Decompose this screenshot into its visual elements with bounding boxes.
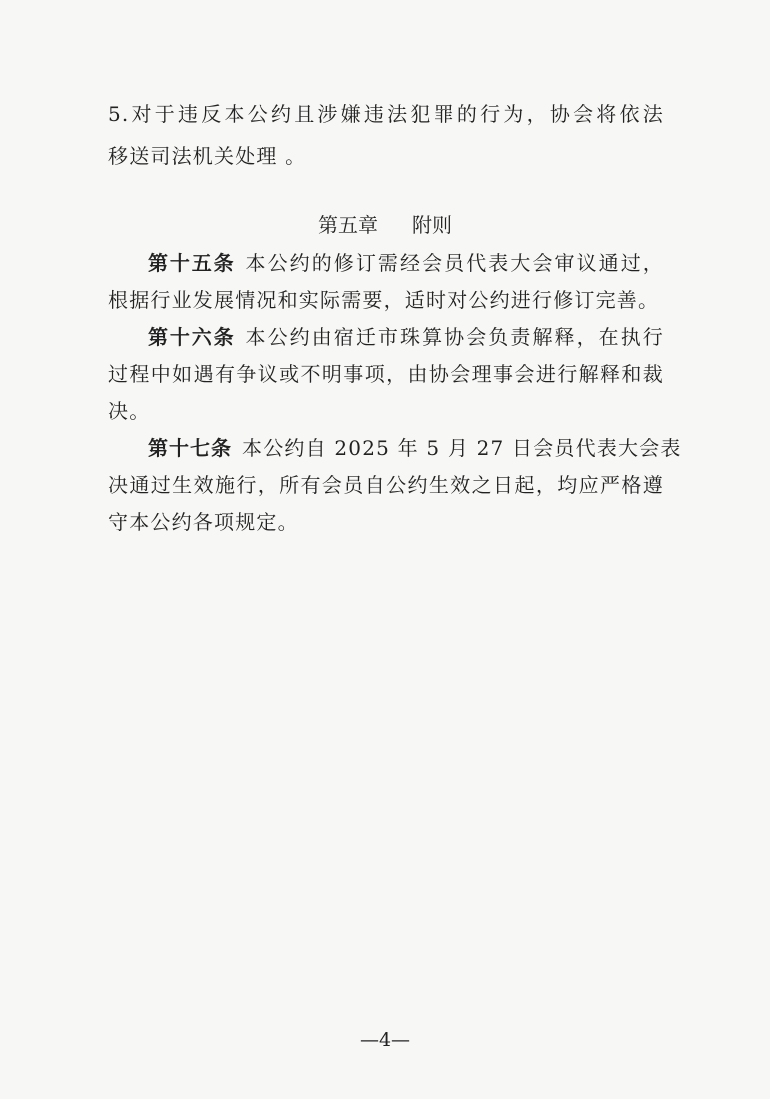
chapter-heading bbox=[0, 211, 770, 239]
chapter-title: 附则 bbox=[412, 213, 452, 237]
article16-label: 第十六条 bbox=[148, 325, 236, 349]
article17-line2: 决通过生效施行，所有会员自公约生效之日起，均应严格遵 bbox=[108, 473, 664, 497]
article17-label: 第十七条 bbox=[148, 436, 232, 460]
article16-text1: 本公约由宿迁市珠算协会负责解释，在执行 bbox=[245, 325, 664, 349]
article15-line1 bbox=[148, 249, 664, 277]
article17-line1 bbox=[148, 434, 682, 462]
article17-text1: 本公约自 2025 年 5 月 27 日会员代表大会表 bbox=[242, 436, 682, 460]
article17-line3: 守本公约各项规定。 bbox=[108, 510, 299, 534]
article15-text1: 本公约的修订需经会员代表大会审议通过， bbox=[245, 251, 664, 275]
article15-line2: 根据行业发展情况和实际需要，适时对公约进行修订完善。 bbox=[108, 288, 660, 312]
article16-line3: 决。 bbox=[108, 399, 151, 423]
chapter-number: 第五章 bbox=[318, 213, 378, 237]
page-number: —4— bbox=[359, 1029, 411, 1051]
article15-label: 第十五条 bbox=[148, 251, 236, 275]
item5-line1: 5.对于违反本公约且涉嫌违法犯罪的行为，协会将依法 bbox=[108, 102, 664, 126]
article16-line1 bbox=[148, 323, 664, 351]
article16-line2: 过程中如遇有争议或不明事项，由协会理事会进行解释和裁 bbox=[108, 362, 664, 386]
item5-line2: 移送司法机关处理 。 bbox=[108, 144, 307, 168]
